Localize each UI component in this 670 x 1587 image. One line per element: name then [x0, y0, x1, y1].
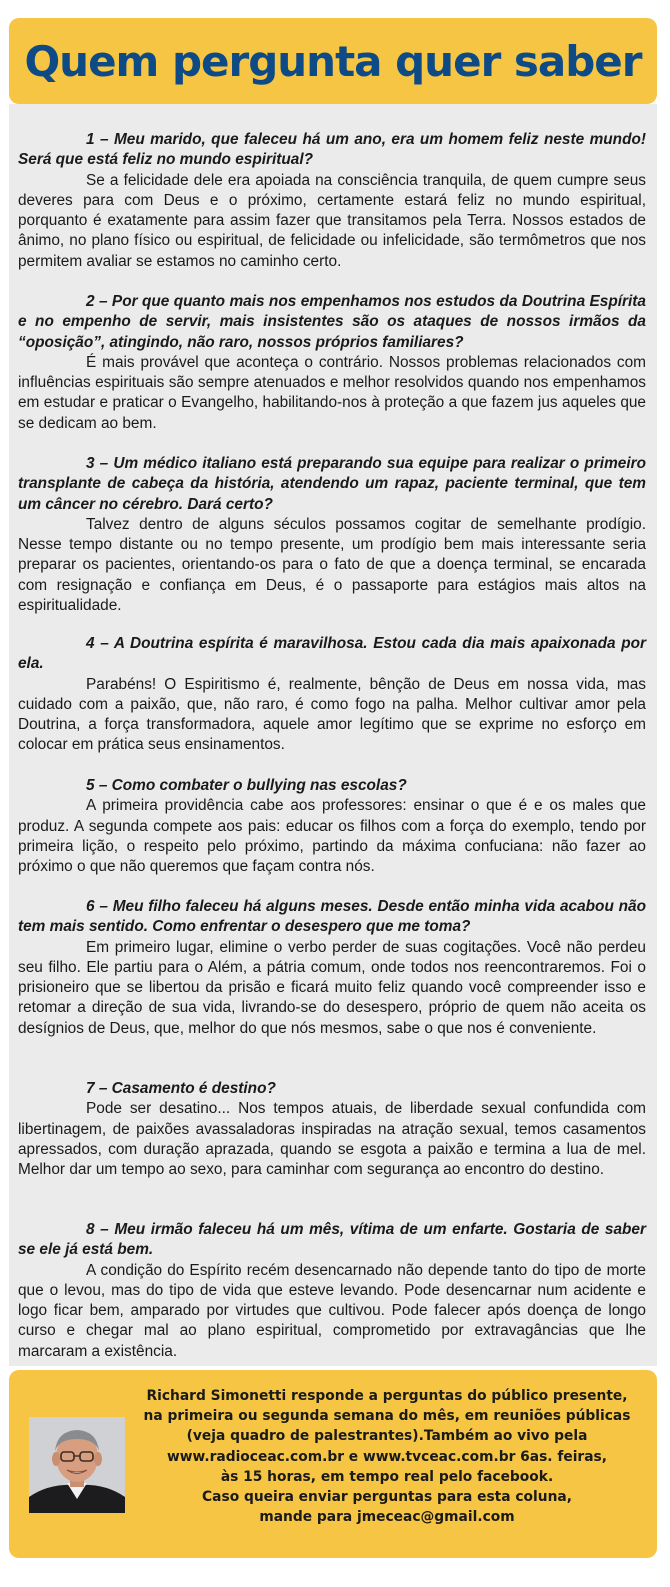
footer-line-2: na primeira ou segunda semana do mês, em reuniões públicas: [143, 1408, 631, 1425]
question-4: 4 – A Doutrina espírita é maravilhosa. Estou cada dia mais apaixonada por ela.: [18, 635, 646, 673]
footer-line-6: Caso queira enviar perguntas para esta coluna,: [202, 1489, 572, 1506]
question-8: 8 – Meu irmão faleceu há um mês, vítima de um enfarte. Gostaria de saber se ele já está bem.: [18, 1221, 646, 1259]
footer-line-5: às 15 horas, em tempo real pelo facebook.: [220, 1468, 554, 1485]
question-6: 6 – Meu filho faleceu há alguns meses. Desde então minha vida acabou não tem mais sentido. Como enfrentar o desespero que me toma?: [18, 898, 646, 936]
author-photo: [29, 1417, 125, 1513]
author-portrait-image: [29, 1417, 125, 1513]
answer-1: Se a felicidade dele era apoiada na consciência tranquila, de quem cumpre seus deveres para com Deus e o próximo, certamente estará feliz no mundo espiritual, porquanto é exatamente para assim fazer que transitamos pela Terra. Nossos estados de ânimo, no plano físico ou espiritual, de felicidade ou infelicidade, são termômetros que nos permitem avaliar se estamos no caminho certo.: [18, 171, 646, 270]
answer-8: A condição do Espírito recém desencarnado não depende tanto do tipo de morte que o levou, mas do tipo de vida que esteve levando. Pode desencarnar num acidente e logo ficar bem, amparado por virtudes que cultivou. Pode falecer após doença de longo curso e chegar mal ao plano espiritual, comprometido por extravagâncias que lhe marcaram a existência.: [18, 1261, 646, 1360]
qa-item-8: [18, 1220, 646, 1362]
answer-7: Pode ser desatino... Nos tempos atuais, de liberdade sexual confundida com libertinagem, de paixões avassaladoras inspiradas na atração sexual, temos casamentos apressados, com duração aprazada, quando se esgota a paixão e termina a lua de mel. Melhor dar um tempo ao sexo, para caminhar com segurança ao encontro do destino.: [18, 1100, 646, 1179]
question-1: 1 – Meu marido, que faleceu há um ano, era um homem feliz neste mundo! Será que está feliz no mundo espiritual?: [18, 131, 646, 169]
header-banner: [9, 18, 657, 104]
author-footer: [9, 1370, 657, 1558]
question-3: 3 – Um médico italiano está preparando sua equipe para realizar o primeiro transplante de cabeça da história, atendendo um rapaz, paciente terminal, que tem um câncer no cérebro. Dará certo?: [18, 455, 646, 513]
answer-5: A primeira providência cabe aos professores: ensinar o que é e os males que produz. A segunda compete aos pais: educar os filhos com a força do exemplo, tendo por primeira lição, o respeito pelo próximo, partindo da máxima confuciana: não fazer ao próximo o que não queremos que façam contra nós.: [18, 797, 646, 876]
footer-line-4[interactable]: www.radioceac.com.br e www.tvceac.com.br 6as. feiras,: [166, 1448, 607, 1465]
footer-line-1: Richard Simonetti responde a perguntas do público presente,: [146, 1388, 628, 1404]
footer-line-3: (veja quadro de palestrantes).Também ao vivo pela: [186, 1428, 588, 1445]
answer-3: Talvez dentro de alguns séculos possamos cogitar de semelhante prodígio. Nesse tempo distante ou no tempo presente, um prodígio bem mais interessante seria preparar os pacientes, orientando-os para o fato de que a doença terminal, se encarada com resignação e confiança em Deus, é o passaporte para estágios mais altos na espiritualidade.: [18, 515, 646, 615]
question-5: 5 – Como combater o bullying nas escolas?: [86, 777, 407, 794]
qa-column: [9, 104, 657, 1366]
answer-4: Parabéns! O Espiritismo é, realmente, bênção de Deus em nossa vida, mas cuidado com a paixão, que, não raro, é como fogo na palha. Melhor cultivar amor pela Doutrina, a força transformadora, aquele amor legítimo que se exprime no esforço em colocar em prática seus ensinamentos.: [18, 675, 646, 754]
author-info-text: [127, 1386, 647, 1527]
qa-item-1: [18, 130, 646, 272]
answer-6: Em primeiro lugar, elimine o verbo perder de suas cogitações. Você não perdeu seu filho. Ele partiu para o Além, a pátria comum, onde todos nos reencontraremos. Foi o prisioneiro que se libertou da prisão e ficará muito feliz quando você compreender isso e retomar a direção de sua vida, livrando-se do desespero, próprio de quem não aceita os desígnios de Deus, que, melhor do que nós mesmos, sabe o que nos é conveniente.: [18, 938, 646, 1037]
question-2: 2 – Por que quanto mais nos empenhamos nos estudos da Doutrina Espírita e no empenho de servir, mais insistentes são os ataques de nossos irmãos da “oposição”, atingindo, não raro, nossos próprios familiares?: [18, 293, 646, 351]
qa-item-7: [18, 1079, 646, 1180]
qa-item-6: [18, 897, 646, 1039]
footer-line-7[interactable]: mande para jmeceac@gmail.com: [259, 1509, 515, 1526]
page-title: Quem pergunta quer saber: [24, 36, 642, 86]
qa-item-3: [18, 454, 646, 616]
answer-2: É mais provável que aconteça o contrário. Nossos problemas relacionados com influências espirituais são sempre atenuados e melhor resolvidos quando nos empenhamos em estudar e praticar o Evangelho, habilitando-nos à proteção a que fazem jus aqueles que se dedicam ao bem.: [18, 353, 646, 432]
qa-item-5: [18, 776, 646, 877]
qa-item-2: [18, 292, 646, 434]
qa-item-4: [18, 634, 646, 756]
question-7: 7 – Casamento é destino?: [86, 1080, 276, 1097]
